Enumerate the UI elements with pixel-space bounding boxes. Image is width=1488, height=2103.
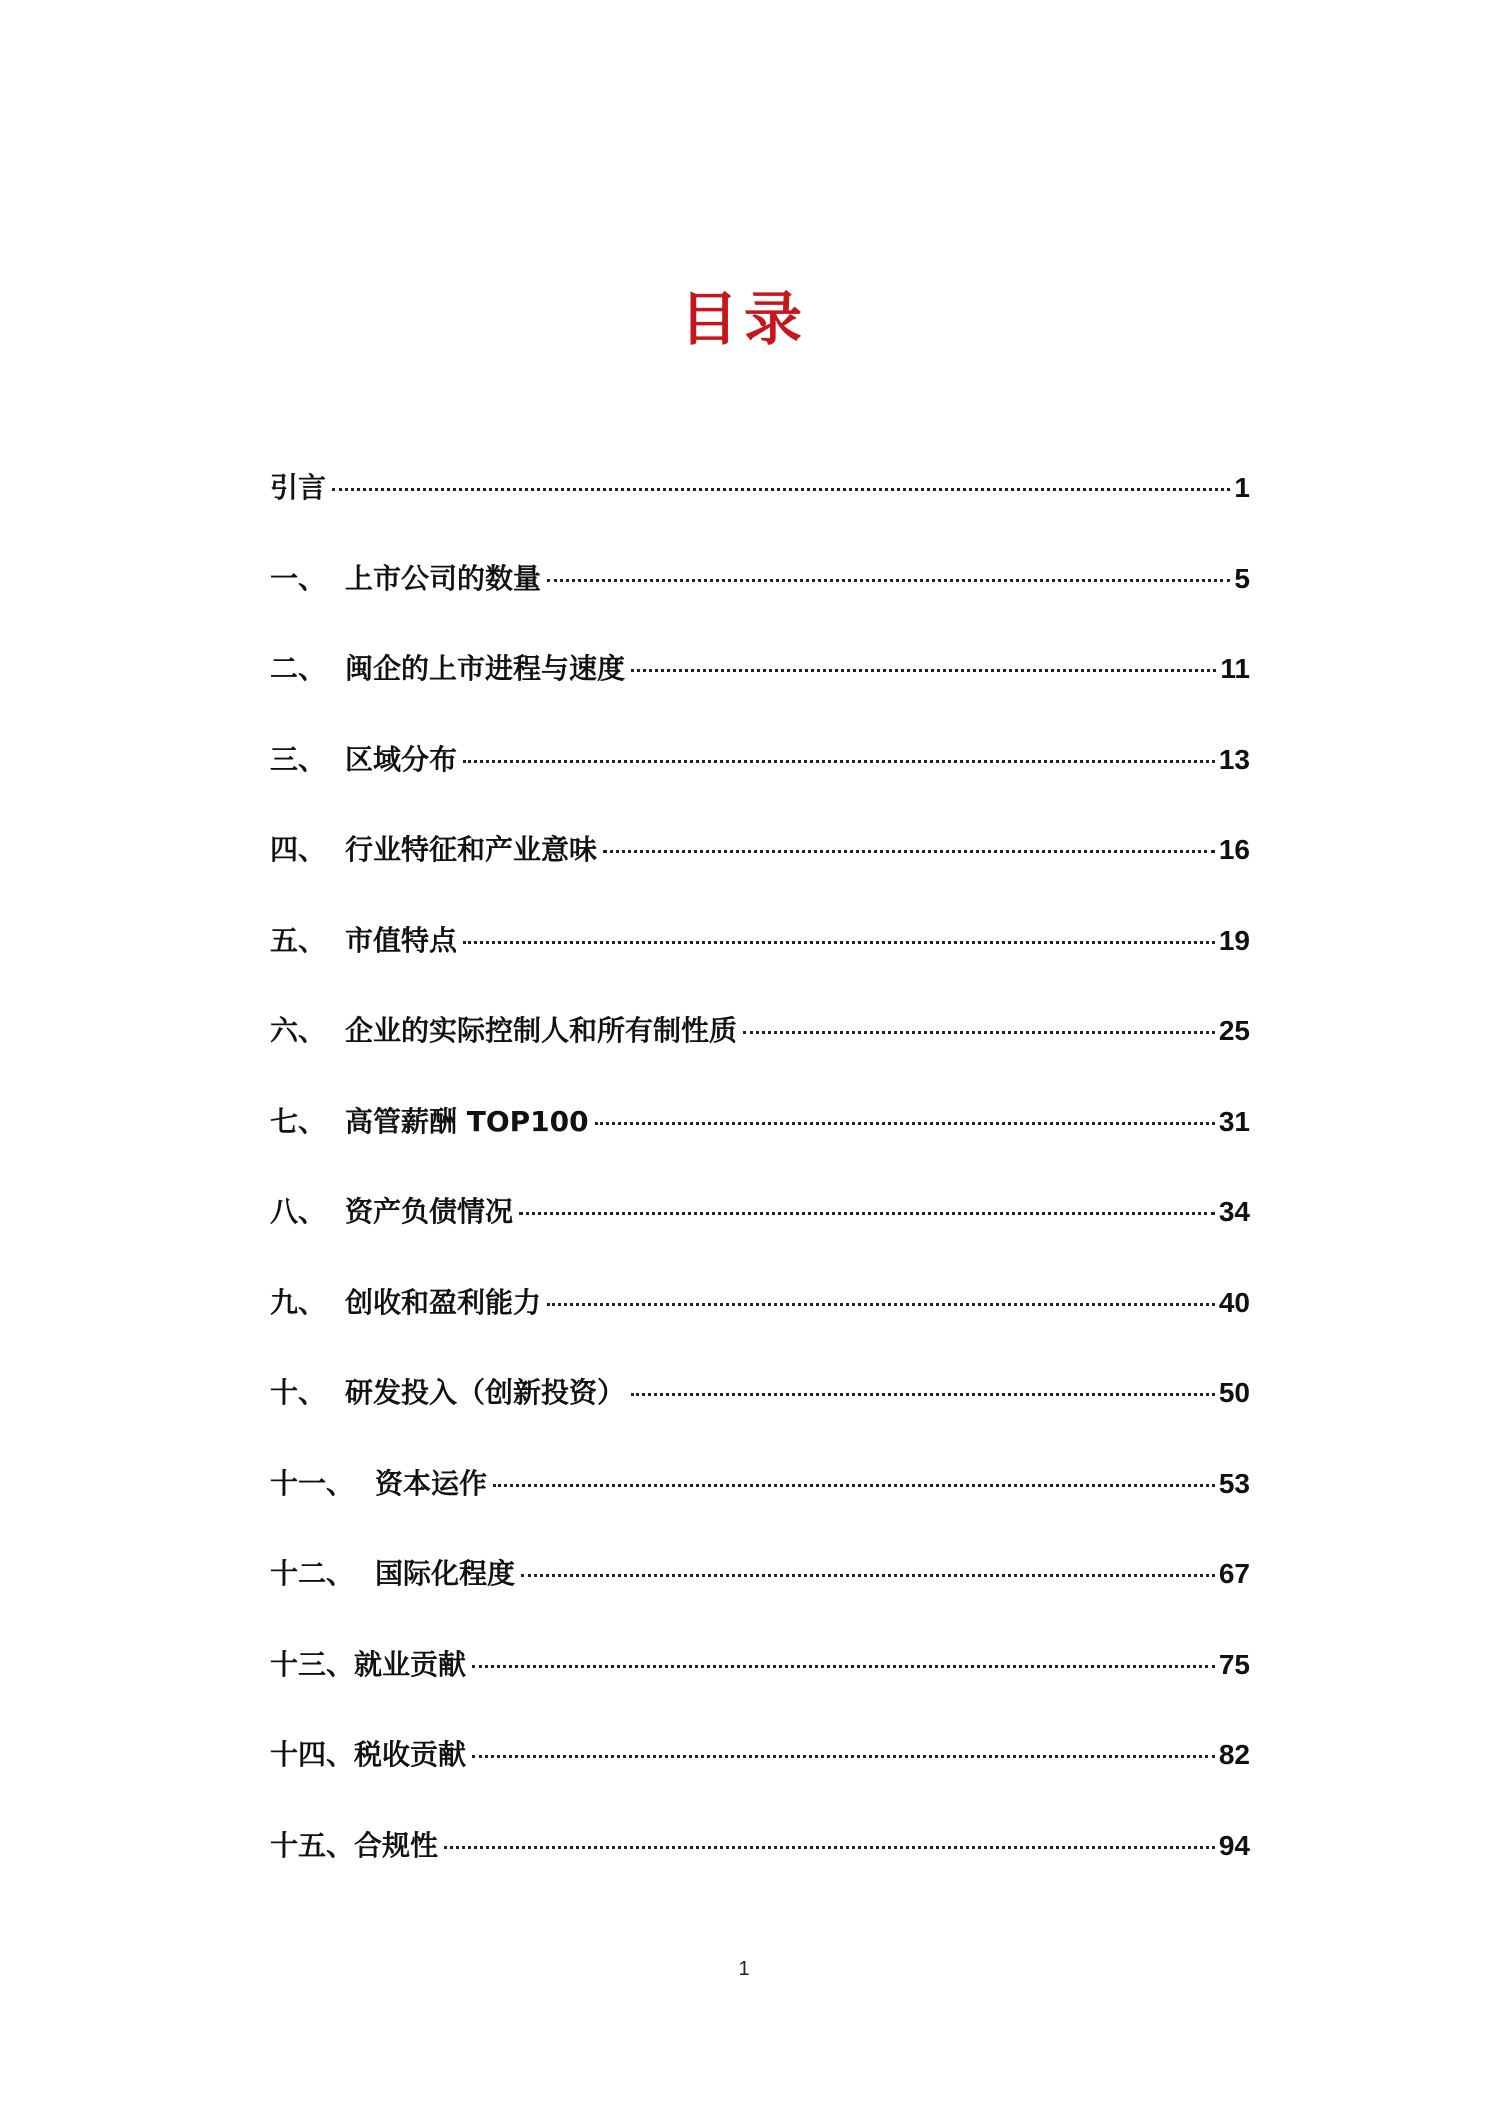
dot-leader bbox=[472, 1665, 1215, 1668]
toc-list bbox=[270, 468, 1250, 1916]
dot-leader bbox=[547, 1303, 1215, 1306]
toc-entry-label: 企业的实际控制人和所有制性质 bbox=[345, 1014, 738, 1047]
dot-leader bbox=[463, 941, 1215, 944]
dot-leader bbox=[463, 760, 1215, 763]
toc-entry-label: 行业特征和产业意味 bbox=[345, 833, 598, 866]
toc-entry-label: 国际化程度 bbox=[375, 1557, 516, 1590]
toc-entry-number: 十四、 bbox=[270, 1738, 355, 1771]
toc-entry-number: 十五、 bbox=[270, 1828, 355, 1862]
toc-entry-label: 税收贡献 bbox=[354, 1738, 467, 1771]
toc-entry-15[interactable] bbox=[270, 1826, 1250, 1917]
toc-entry-10[interactable] bbox=[270, 1373, 1250, 1464]
toc-entry-label: 上市公司的数量 bbox=[345, 561, 542, 595]
toc-entry-page: 25 bbox=[1218, 1015, 1250, 1046]
dot-leader bbox=[444, 1846, 1215, 1849]
toc-entry-page: 5 bbox=[1234, 562, 1250, 594]
toc-entry-number: 十二、 bbox=[270, 1557, 355, 1590]
toc-entry-label: 市值特点 bbox=[345, 923, 458, 957]
toc-entry-2[interactable] bbox=[270, 649, 1250, 740]
toc-entry-label: 合规性 bbox=[354, 1828, 439, 1862]
toc-entry-5[interactable] bbox=[270, 921, 1250, 1012]
dot-leader bbox=[493, 1484, 1215, 1487]
toc-entry-label: 研发投入（创新投资） bbox=[345, 1376, 626, 1409]
toc-entry-page: 31 bbox=[1218, 1105, 1250, 1137]
toc-entry-page: 94 bbox=[1218, 1829, 1250, 1861]
toc-entry-page: 16 bbox=[1218, 834, 1250, 865]
toc-entry-page: 53 bbox=[1218, 1467, 1250, 1499]
dot-leader bbox=[631, 669, 1216, 672]
toc-entry-3[interactable] bbox=[270, 740, 1250, 831]
toc-entry-8[interactable] bbox=[270, 1192, 1250, 1283]
toc-entry-label: 资产负债情况 bbox=[345, 1195, 514, 1228]
toc-entry-label: 资本运作 bbox=[375, 1466, 488, 1500]
toc-entry-page: 34 bbox=[1218, 1196, 1250, 1227]
dot-leader bbox=[743, 1031, 1215, 1034]
toc-entry-12[interactable] bbox=[270, 1554, 1250, 1645]
dot-leader bbox=[603, 850, 1215, 853]
toc-entry-number: 一、 bbox=[270, 561, 327, 595]
dot-leader bbox=[519, 1212, 1215, 1215]
toc-entry-page: 13 bbox=[1218, 743, 1250, 775]
toc-entry-number: 二、 bbox=[270, 652, 327, 685]
toc-entry-number: 九、 bbox=[270, 1285, 327, 1319]
toc-entry-page: 1 bbox=[1234, 472, 1250, 503]
toc-entry-label: 高管薪酬 TOP100 bbox=[345, 1104, 589, 1138]
dot-leader bbox=[595, 1122, 1215, 1125]
toc-entry-label: 创收和盈利能力 bbox=[345, 1285, 542, 1319]
toc-entry-intro[interactable] bbox=[270, 468, 1250, 559]
dot-leader bbox=[631, 1393, 1215, 1396]
toc-entry-page: 50 bbox=[1218, 1377, 1250, 1408]
page-number: 1 bbox=[738, 1958, 750, 1980]
toc-entry-number: 三、 bbox=[270, 742, 327, 776]
toc-entry-7[interactable] bbox=[270, 1102, 1250, 1193]
toc-entry-14[interactable] bbox=[270, 1735, 1250, 1826]
toc-entry-label: 引言 bbox=[270, 471, 327, 504]
toc-entry-page: 82 bbox=[1218, 1739, 1250, 1770]
toc-entry-label: 区域分布 bbox=[345, 742, 458, 776]
dot-leader bbox=[332, 488, 1230, 491]
dot-leader bbox=[521, 1574, 1215, 1577]
dot-leader bbox=[547, 579, 1230, 582]
toc-entry-4[interactable] bbox=[270, 830, 1250, 921]
toc-entry-number: 十、 bbox=[270, 1376, 327, 1409]
toc-entry-page: 11 bbox=[1220, 653, 1250, 684]
toc-title: 目录 bbox=[679, 285, 808, 353]
toc-entry-page: 75 bbox=[1218, 1648, 1250, 1680]
toc-entry-number: 四、 bbox=[270, 833, 327, 866]
toc-entry-number: 六、 bbox=[270, 1014, 327, 1047]
toc-entry-label: 闽企的上市进程与速度 bbox=[345, 652, 626, 685]
toc-entry-6[interactable] bbox=[270, 1011, 1250, 1102]
toc-entry-9[interactable] bbox=[270, 1283, 1250, 1374]
toc-entry-number: 七、 bbox=[270, 1104, 327, 1138]
toc-entry-page: 19 bbox=[1218, 924, 1250, 956]
dot-leader bbox=[472, 1755, 1215, 1758]
toc-entry-number: 十一、 bbox=[270, 1466, 355, 1500]
toc-entry-number: 八、 bbox=[270, 1195, 327, 1228]
toc-entry-label: 就业贡献 bbox=[354, 1647, 467, 1681]
toc-entry-13[interactable] bbox=[270, 1645, 1250, 1736]
toc-entry-11[interactable] bbox=[270, 1464, 1250, 1555]
toc-entry-page: 67 bbox=[1218, 1558, 1250, 1589]
toc-entry-page: 40 bbox=[1218, 1286, 1250, 1318]
toc-entry-1[interactable] bbox=[270, 559, 1250, 650]
toc-entry-number: 五、 bbox=[270, 923, 327, 957]
toc-entry-number: 十三、 bbox=[270, 1647, 355, 1681]
